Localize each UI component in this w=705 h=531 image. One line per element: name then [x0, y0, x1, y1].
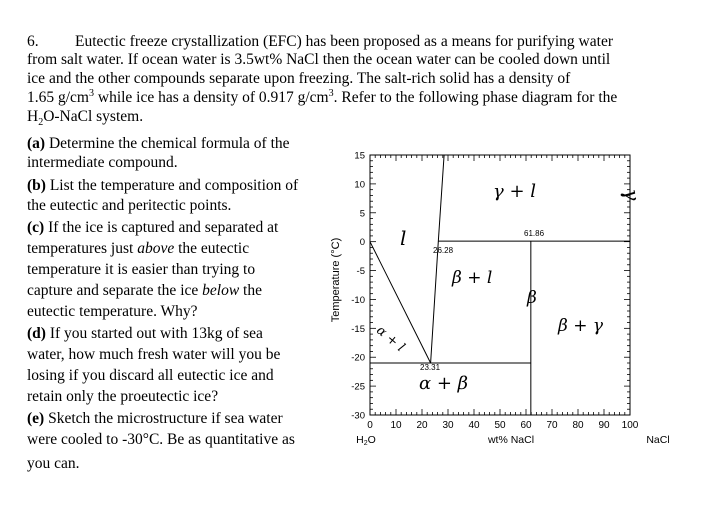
- y-tick-label: 0: [359, 237, 365, 249]
- part-d-line-3: losing if you discard all eutectic ice and: [27, 367, 274, 384]
- problem-number: 6.: [27, 33, 39, 50]
- y-axis-label: Temperature (°C): [330, 237, 342, 323]
- y-tick-label: 15: [354, 150, 365, 162]
- y-tick-label: -10: [351, 294, 365, 306]
- x-tick-label: 90: [598, 420, 610, 431]
- part-c-line-3: temperature it is easier than trying to: [27, 261, 256, 278]
- handwritten-beta-plus-liquid-label: β + l: [452, 268, 493, 288]
- part-c-line-2: temperatures just above the eutectic: [27, 240, 250, 257]
- x-tick-label: 60: [520, 420, 532, 431]
- part-e-line-3: you can.: [27, 455, 80, 472]
- x-axis-label: wt% NaCl: [487, 434, 535, 446]
- x-tick-label: 50: [494, 420, 506, 431]
- part-d-line-2: water, how much fresh water will you be: [27, 346, 281, 363]
- part-d-line-1: (d) If you started out with 13kg of sea: [27, 325, 263, 342]
- y-tick-label: 5: [359, 208, 365, 220]
- x-tick-label: 100: [621, 420, 639, 431]
- x-tick-label: 20: [416, 420, 428, 431]
- handwritten-beta-label: β: [527, 288, 537, 308]
- handwritten-gamma-plus-liquid-label: γ + l: [493, 181, 537, 202]
- y-tick-label: -5: [356, 266, 365, 278]
- y-tick-label: -15: [351, 323, 365, 335]
- handwritten-gamma-label: γ: [619, 186, 645, 203]
- x-axis-right-end-label: NaCl: [646, 434, 670, 446]
- y-tick-label: 10: [354, 179, 365, 191]
- x-tick-label: 10: [390, 420, 402, 431]
- part-e-line-1: (e) Sketch the microstructure if sea water: [27, 410, 283, 427]
- x-tick-label: 70: [546, 420, 558, 431]
- intro-line-4: 1.65 $g/cm^3$ while ice has a density of 0.917 $g/cm^3$. Refer to the following phase diagram for the: [27, 87, 618, 106]
- intro-line-2: from salt water. If ocean water is 3.5wt% NaCl then the ocean water can be cooled down until: [27, 51, 611, 68]
- x-axis-left-end-label: H2O: [356, 434, 376, 447]
- intro-line-1: 6. Eutectic freeze crystallization (EFC) has been proposed as a means for purifying water: [27, 33, 613, 50]
- y-tick-label: -30: [351, 410, 365, 422]
- part-e-line-2: were cooled to -30°C. Be as quantitative as: [27, 431, 295, 448]
- eutectic-composition-label: 23.31: [420, 363, 441, 372]
- part-c-line-5: eutectic temperature. Why?: [27, 303, 198, 320]
- peritectic-composition-label: 26.28: [433, 246, 454, 255]
- intro-line-3: ice and the other compounds separate upon freezing. The salt-rich solid has a density of: [27, 70, 571, 87]
- handwritten-alpha-plus-beta-label: α + β: [419, 373, 469, 394]
- part-a-line-1: (a) Determine the chemical formula of the: [27, 135, 290, 152]
- part-c-line-1: (c) If the ice is captured and separated at: [27, 219, 279, 236]
- y-tick-label: -20: [351, 352, 365, 364]
- liquidus-compound-line: [431, 155, 444, 363]
- intro-line-5: $H_2O$-NaCl system.: [27, 108, 144, 129]
- x-tick-label: 80: [572, 420, 584, 431]
- x-tick-label: 40: [468, 420, 480, 431]
- compound-composition-label: 61.86: [524, 229, 545, 238]
- part-a-line-2: intermediate compound.: [27, 154, 178, 171]
- y-tick-label: -25: [351, 381, 365, 393]
- handwritten-liquid-label: l: [400, 226, 407, 250]
- x-tick-label: 0: [367, 420, 373, 431]
- part-b-line-1: (b) List the temperature and composition of: [27, 177, 299, 194]
- part-d-line-4: retain only the proeutectic ice?: [27, 388, 219, 405]
- handwritten-alpha-plus-liquid-label: α + l: [373, 323, 408, 356]
- part-c-line-4: capture and separate the ice below the: [27, 282, 262, 299]
- handwritten-beta-plus-gamma-label: β + γ: [558, 316, 604, 336]
- part-b-line-2: the eutectic and peritectic points.: [27, 197, 232, 214]
- x-tick-label: 30: [442, 420, 454, 431]
